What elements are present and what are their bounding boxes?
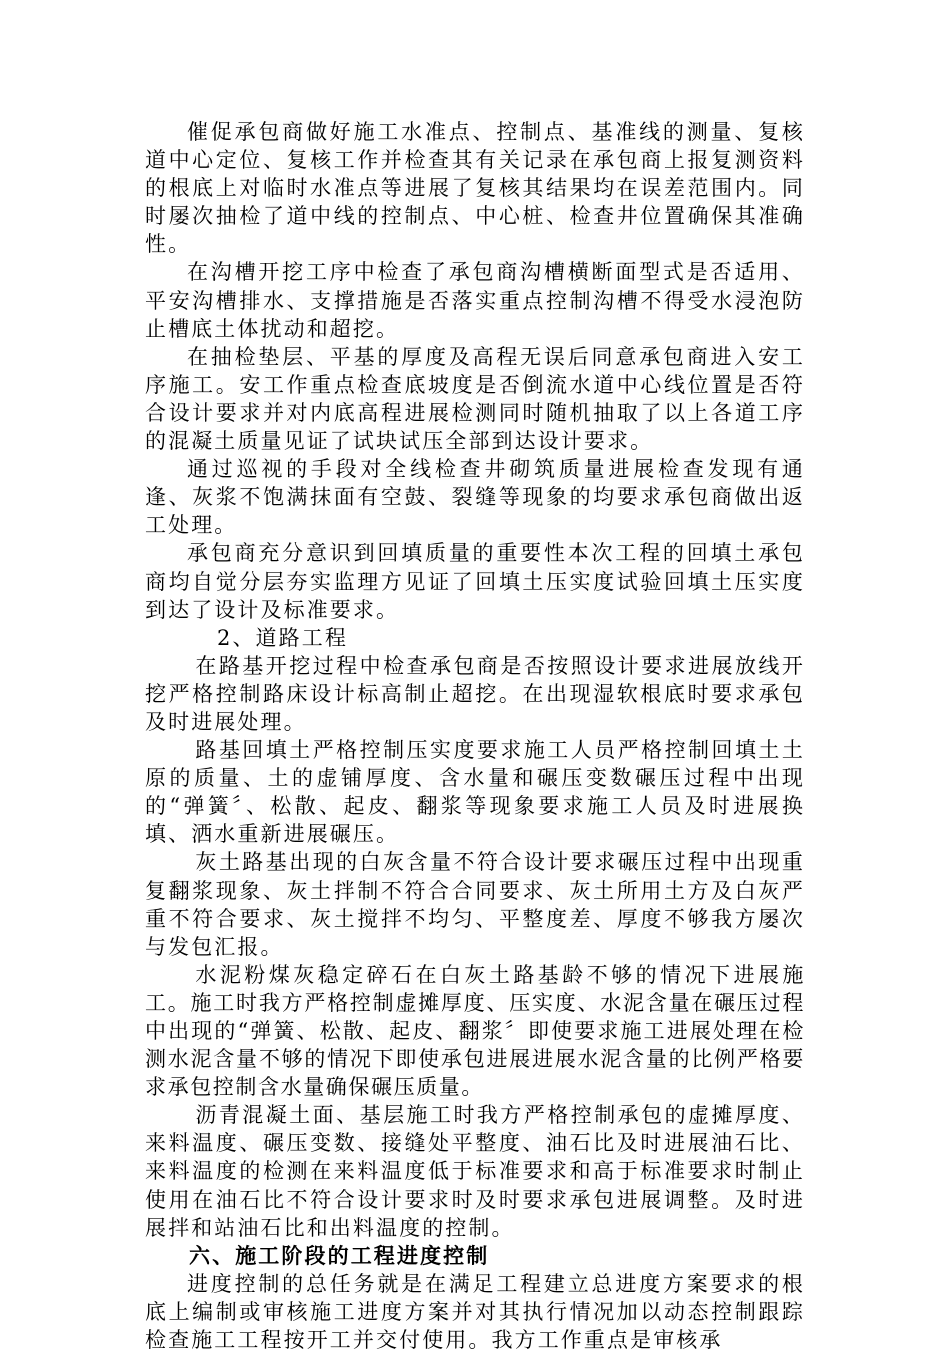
paragraph-cement-flyash-gravel: 水泥粉煤灰稳定碎石在白灰土路基龄不够的情况下进展施工。施工时我方严格控制虚摊厚度、压实度、水泥含量在碾压过程中出现的“弹簧、松散、起皮、翻浆〞即使要求施工进展处理在检测水泥含量不够的情况下即使承包进展进展水泥含量的比例严格要求承包控制含水量确保碾压质量。 — [145, 962, 805, 1100]
road-engineering-heading: 2、道路工程 — [217, 625, 348, 650]
section-heading-progress-control: 六、施工阶段的工程进度控制 — [189, 1242, 490, 1268]
paragraph-progress-control: 进度控制的总任务就是在满足工程建立总进度方案要求的根底上编制或审核施工进度方案并对其执行情况加以动态控制跟踪检查施工工程按开工并交付使用。我方工作重点是审核承 — [145, 1271, 805, 1353]
document-page — [145, 118, 805, 1354]
paragraph-cushion-inspection: 在抽检垫层、平基的厚度及高程无误后同意承包商进入安工序施工。安工作重点检查底坡度是否倒流水道中心线位置是否符合设计要求并对内底高程进展检测同时随机抽取了以上各道工序的混凝土质量见证了试块试压全部到达设计要求。 — [145, 344, 805, 454]
paragraph-trench-excavation: 在沟槽开挖工序中检查了承包商沟槽横断面型式是否适用、平安沟槽排水、支撑措施是否落实重点控制沟槽不得受水浸泡防止槽底土体扰动和超挖。 — [145, 260, 805, 341]
paragraph-survey-control: 催促承包商做好施工水准点、控制点、基准线的测量、复核道中心定位、复核工作并检查其有关记录在承包商上报复测资料的根底上对临时水准点等进展了复核其结果均在误差范围内。同时屡次抽检了道中线的控制点、中心桩、检查井位置确保其准确性。 — [145, 120, 805, 257]
paragraph-backfill-quality: 承包商充分意识到回填质量的重要性本次工程的回填土承包商均自觉分层夯实监理方见证了回填土压实度试验回填土压实度到达了设计及标准要求。 — [145, 541, 805, 622]
paragraph-subgrade-backfill: 路基回填土严格控制压实度要求施工人员严格控制回填土土原的质量、土的虚铺厚度、含水量和碾压变数碾压过程中出现的“弹簧〞、松散、起皮、翻浆等现象要求施工人员及时进展换填、洒水重新进展碾压。 — [145, 738, 805, 847]
paragraph-manhole-inspection: 通过巡视的手段对全线检查井砌筑质量进展检查发现有通逢、灰浆不饱满抹面有空鼓、裂缝等现象的均要求承包商做出返工处理。 — [145, 457, 805, 538]
paragraph-lime-soil-subgrade: 灰土路基出现的白灰含量不符合设计要求碾压过程中出现重复翻浆现象、灰土拌制不符合合同要求、灰土所用土方及白灰严重不符合要求、灰土搅拌不均匀、平整度差、厚度不够我方屡次与发包汇报。 — [145, 850, 805, 959]
paragraph-subgrade-excavation: 在路基开挖过程中检查承包商是否按照设计要求进展放线开挖严格控制路床设计标高制止超挖。在出现湿软根底时要求承包及时进展处理。 — [145, 653, 805, 734]
paragraph-asphalt-concrete: 沥青混凝土面、基层施工时我方严格控制承包的虚摊厚度、来料温度、碾压变数、接缝处平整度、油石比及时进展油石比、来料温度的检测在来料温度低于标准要求和高于标准要求时制止使用在油石比不符合设计要求时及时要求承包进展调整。及时进展拌和站油石比和出料温度的控制。 — [145, 1103, 805, 1240]
